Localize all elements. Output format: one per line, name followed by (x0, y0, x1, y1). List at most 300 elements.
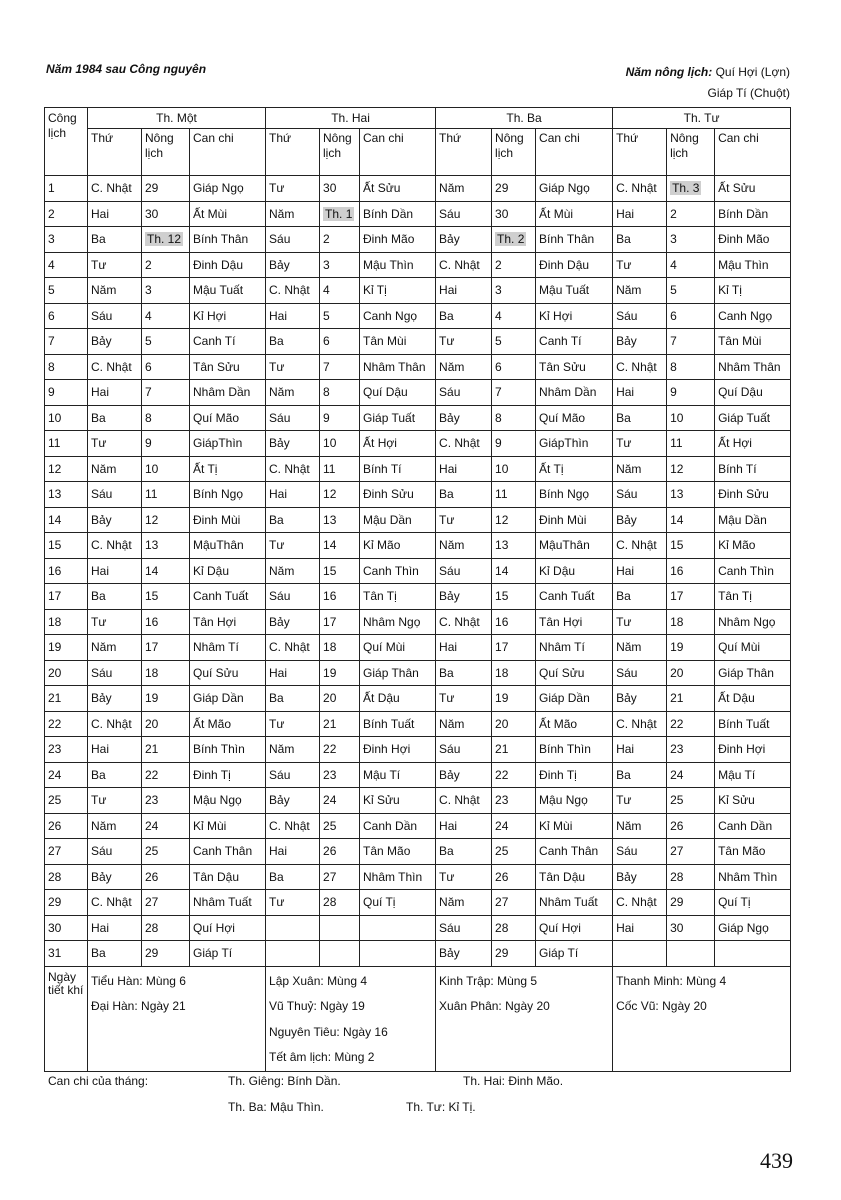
gregorian-day-cell: 5 (45, 278, 88, 304)
weekday-cell: Tư (613, 788, 667, 814)
weekday-cell: Năm (266, 558, 320, 584)
solar-term: Cốc Vũ: Ngày 20 (616, 999, 707, 1013)
can-chi-header: Can chi (715, 129, 791, 176)
can-chi-cell: Quí Mùi (360, 635, 436, 661)
month-can-chi (48, 1074, 808, 1124)
gregorian-day-cell: 14 (45, 507, 88, 533)
lunar-day-cell: 5 (492, 329, 536, 355)
gregorian-day-cell: 25 (45, 788, 88, 814)
lunar-day-cell: 21 (667, 686, 715, 712)
lunar-day-cell: 7 (492, 380, 536, 406)
can-chi-cell: Quí Mão (536, 405, 613, 431)
lunar-day-cell: 29 (492, 941, 536, 967)
weekday-cell: Năm (436, 890, 492, 916)
lunar-day-cell: 24 (667, 762, 715, 788)
weekday-cell: Năm (266, 380, 320, 406)
weekday-cell: Năm (88, 813, 142, 839)
can-chi-cell: Tân Hợi (190, 609, 266, 635)
lunar-day-cell: 27 (142, 890, 190, 916)
can-chi-cell: Ất Hợi (360, 431, 436, 457)
can-chi-cell: Canh Dần (360, 813, 436, 839)
weekday-cell: Sáu (88, 660, 142, 686)
lunar-day-cell: 18 (320, 635, 360, 661)
gregorian-day-cell: 4 (45, 252, 88, 278)
can-chi-cell: Đinh Sửu (715, 482, 791, 508)
weekday-cell: Tư (436, 329, 492, 355)
can-chi-cell: Đinh Hợi (360, 737, 436, 763)
gregorian-day-cell: 8 (45, 354, 88, 380)
lunar-day-cell: 10 (667, 405, 715, 431)
table-row (45, 711, 791, 737)
weekday-header: Thứ (613, 129, 667, 176)
weekday-cell: Tư (613, 252, 667, 278)
lunar-day-cell: 15 (492, 584, 536, 610)
weekday-cell: Ba (613, 762, 667, 788)
lunar-day-cell: 8 (667, 354, 715, 380)
left-title: Năm 1984 sau Công nguyên (46, 62, 207, 76)
can-chi-cell: Quí Tị (360, 890, 436, 916)
can-chi-cell: Bính Thân (536, 227, 613, 253)
can-chi-cell: Bính Ngọ (190, 482, 266, 508)
lunar-day-cell: 9 (320, 405, 360, 431)
can-chi-cell: Nhâm Thân (360, 354, 436, 380)
can-chi-cell: Giáp Dần (190, 686, 266, 712)
can-chi-cell: Quí Mùi (715, 635, 791, 661)
weekday-header: Thứ (266, 129, 320, 176)
lunar-day-cell: 8 (492, 405, 536, 431)
can-chi-cell: Quí Sửu (536, 660, 613, 686)
weekday-cell: Tư (266, 711, 320, 737)
can-chi-cell: Bính Thân (190, 227, 266, 253)
lunar-day-cell: 7 (667, 329, 715, 355)
can-chi-header: Can chi (190, 129, 266, 176)
can-chi-cell: Quí Dậu (360, 380, 436, 406)
lunar-year-label: Năm nông lịch: (625, 65, 713, 79)
weekday-cell: Tư (436, 686, 492, 712)
weekday-cell: Bảy (613, 329, 667, 355)
lunar-day-cell: 28 (667, 864, 715, 890)
lunar-day-cell: 2 (492, 252, 536, 278)
weekday-cell: Hai (88, 380, 142, 406)
can-chi-cell: Kỉ Tị (715, 278, 791, 304)
weekday-cell: Ba (436, 839, 492, 865)
weekday-cell: Hai (436, 635, 492, 661)
can-chi-cell: Nhâm Tí (190, 635, 266, 661)
lunar-day-cell: 20 (142, 711, 190, 737)
lunar-day-cell: 30 (320, 176, 360, 202)
table-row (45, 278, 791, 304)
can-chi-cell: Quí Hợi (190, 915, 266, 941)
solar-term: Lập Xuân: Mùng 4 (269, 973, 368, 988)
weekday-cell: Năm (436, 533, 492, 559)
weekday-cell: Bảy (436, 941, 492, 967)
lunar-day-cell: 8 (320, 380, 360, 406)
lunar-day-cell: 18 (667, 609, 715, 635)
lunar-day-cell: 12 (320, 482, 360, 508)
lunar-day-cell: 13 (492, 533, 536, 559)
weekday-cell: Ba (266, 329, 320, 355)
weekday-cell: Sáu (613, 839, 667, 865)
lunar-day-cell: 17 (142, 635, 190, 661)
lunar-day-cell: 6 (142, 354, 190, 380)
lunar-day-cell: 28 (142, 915, 190, 941)
lunar-day-cell: 27 (667, 839, 715, 865)
table-row (45, 201, 791, 227)
weekday-cell (613, 941, 667, 967)
can-chi-cell: Ất Mão (536, 711, 613, 737)
can-chi-cell: Tân Tị (715, 584, 791, 610)
weekday-cell: C. Nhật (436, 252, 492, 278)
gregorian-day-cell: 30 (45, 915, 88, 941)
lunar-day-cell: 27 (492, 890, 536, 916)
can-chi-cell: Canh Tuất (536, 584, 613, 610)
lunar-day-cell: 19 (667, 635, 715, 661)
can-chi-cell: Bính Thìn (536, 737, 613, 763)
lunar-day-cell: 11 (667, 431, 715, 457)
solar-term: Đại Hàn: Ngày 21 (91, 999, 186, 1013)
weekday-cell: Hai (613, 380, 667, 406)
gregorian-day-cell: 12 (45, 456, 88, 482)
lunar-day-cell: 4 (667, 252, 715, 278)
month-header: Th. Hai (266, 108, 436, 129)
weekday-cell: Ba (613, 227, 667, 253)
can-chi-cell: Nhâm Thân (715, 354, 791, 380)
lunar-day-cell: 18 (492, 660, 536, 686)
can-chi-cell: Đinh Sửu (360, 482, 436, 508)
can-chi-cell: Mậu Tí (360, 762, 436, 788)
can-chi-cell: Quí Sửu (190, 660, 266, 686)
lunar-day-cell: 9 (492, 431, 536, 457)
can-chi-cell: Ất Mùi (536, 201, 613, 227)
can-chi-cell: Ất Dậu (360, 686, 436, 712)
lunar-year-value-2: Giáp Tí (Chuột) (707, 86, 790, 100)
month-can-chi-item: Th. Ba: Mậu Thìn. (228, 1100, 324, 1114)
weekday-cell: Hai (266, 303, 320, 329)
table-row (45, 482, 791, 508)
lunar-day-cell: 7 (142, 380, 190, 406)
lunar-day-cell: 6 (492, 354, 536, 380)
weekday-cell: Bảy (436, 762, 492, 788)
weekday-cell: C. Nhật (266, 813, 320, 839)
lunar-day-cell: 22 (492, 762, 536, 788)
can-chi-cell: Giáp Thân (715, 660, 791, 686)
lunar-day-cell: 4 (492, 303, 536, 329)
lunar-day-cell: 15 (142, 584, 190, 610)
lunar-day-cell: 14 (667, 507, 715, 533)
lunar-day-cell: 15 (667, 533, 715, 559)
weekday-cell: Ba (88, 584, 142, 610)
can-chi-cell: Ất Sửu (715, 176, 791, 202)
can-chi-cell: Giáp Ngọ (715, 915, 791, 941)
can-chi-cell: Tân Mão (715, 839, 791, 865)
gregorian-day-cell: 11 (45, 431, 88, 457)
weekday-cell: Tư (88, 788, 142, 814)
weekday-cell: Năm (613, 278, 667, 304)
weekday-cell: Hai (613, 737, 667, 763)
lunar-day-cell: 3 (142, 278, 190, 304)
can-chi-cell: Canh Ngọ (360, 303, 436, 329)
lunar-day-cell: 16 (492, 609, 536, 635)
lunar-day-cell (320, 915, 360, 941)
month-can-chi-item: Th. Hai: Đinh Mão. (463, 1074, 564, 1088)
lunar-day-cell: 22 (320, 737, 360, 763)
weekday-cell: Sáu (436, 737, 492, 763)
can-chi-cell: Nhâm Dần (190, 380, 266, 406)
can-chi-cell: MậuThân (536, 533, 613, 559)
weekday-cell: Năm (436, 354, 492, 380)
weekday-cell: Hai (436, 456, 492, 482)
table-row (45, 686, 791, 712)
lunar-day-cell (320, 941, 360, 967)
gregorian-day-cell: 1 (45, 176, 88, 202)
lunar-day-cell: 4 (142, 303, 190, 329)
lunar-day-cell: 29 (142, 941, 190, 967)
weekday-cell: C. Nhật (266, 635, 320, 661)
solar-term: Xuân Phân: Ngày 20 (439, 999, 550, 1013)
lunar-day-cell: 2 (142, 252, 190, 278)
lunar-day-cell: 12 (492, 507, 536, 533)
gregorian-day-cell: 22 (45, 711, 88, 737)
lunar-day-cell: 10 (142, 456, 190, 482)
can-chi-cell: Kỉ Hợi (536, 303, 613, 329)
can-chi-cell: Đinh Mùi (190, 507, 266, 533)
solar-term: Tiểu Hàn: Mùng 6 (91, 973, 186, 988)
can-chi-cell: Tân Tị (360, 584, 436, 610)
lunar-day-cell: 26 (492, 864, 536, 890)
weekday-cell (266, 915, 320, 941)
weekday-cell: Ba (436, 303, 492, 329)
can-chi-cell: GiápThìn (190, 431, 266, 457)
table-row (45, 762, 791, 788)
weekday-cell: Năm (266, 201, 320, 227)
weekday-cell: Hai (88, 201, 142, 227)
gregorian-day-cell: 28 (45, 864, 88, 890)
table-row (45, 813, 791, 839)
lunar-day-cell (667, 941, 715, 967)
lunar-day-cell: 17 (320, 609, 360, 635)
gregorian-column-header: Công lịch (45, 108, 88, 176)
solar-terms-month-1 (88, 966, 266, 1071)
can-chi-cell: Mậu Dần (360, 507, 436, 533)
weekday-cell: Hai (436, 813, 492, 839)
lunar-day-cell: 20 (320, 686, 360, 712)
weekday-cell: C. Nhật (436, 431, 492, 457)
can-chi-cell: Đinh Mão (360, 227, 436, 253)
can-chi-cell: Canh Tuất (190, 584, 266, 610)
lunar-day-cell: 20 (492, 711, 536, 737)
gregorian-day-cell: 15 (45, 533, 88, 559)
month-header-row (45, 108, 791, 129)
lunar-day-cell: 5 (142, 329, 190, 355)
lunar-day-cell: 4 (320, 278, 360, 304)
calendar-table (44, 107, 791, 1072)
lunar-day-cell: 18 (142, 660, 190, 686)
can-chi-cell: Nhâm Tuất (190, 890, 266, 916)
weekday-cell: Năm (613, 635, 667, 661)
weekday-cell: Hai (436, 278, 492, 304)
gregorian-day-cell: 19 (45, 635, 88, 661)
table-row (45, 329, 791, 355)
lunar-day-cell: 14 (142, 558, 190, 584)
table-row (45, 737, 791, 763)
weekday-cell: Bảy (88, 686, 142, 712)
table-row (45, 354, 791, 380)
lunar-header: Nông lịch (667, 129, 715, 176)
can-chi-cell: Canh Thìn (360, 558, 436, 584)
lunar-day-cell: 8 (142, 405, 190, 431)
lunar-day-cell: 12 (667, 456, 715, 482)
can-chi-cell: Ất Tị (190, 456, 266, 482)
weekday-cell: C. Nhật (613, 711, 667, 737)
lunar-day-cell: 17 (667, 584, 715, 610)
can-chi-cell: Nhâm Ngọ (715, 609, 791, 635)
lunar-day-cell (142, 227, 190, 253)
weekday-cell: Ba (436, 482, 492, 508)
can-chi-cell: Nhâm Ngọ (360, 609, 436, 635)
lunar-day-cell: 5 (320, 303, 360, 329)
lunar-day-cell: 11 (142, 482, 190, 508)
weekday-cell: Sáu (436, 380, 492, 406)
can-chi-cell: Tân Sửu (536, 354, 613, 380)
can-chi-cell: Mậu Tuất (190, 278, 266, 304)
can-chi-cell: Nhâm Dần (536, 380, 613, 406)
can-chi-cell: Ất Mùi (190, 201, 266, 227)
can-chi-cell (715, 941, 791, 967)
table-row (45, 890, 791, 916)
can-chi-cell: Kỉ Tị (360, 278, 436, 304)
weekday-cell: C. Nhật (436, 609, 492, 635)
can-chi-cell: MậuThân (190, 533, 266, 559)
can-chi-cell: Bính Dần (715, 201, 791, 227)
can-chi-cell: Mậu Thìn (715, 252, 791, 278)
lunar-day-cell: 25 (667, 788, 715, 814)
page-number: 439 (760, 1148, 793, 1173)
weekday-cell: Bảy (266, 252, 320, 278)
weekday-cell: C. Nhật (88, 711, 142, 737)
lunar-day-cell: 19 (492, 686, 536, 712)
weekday-cell: Ba (436, 660, 492, 686)
lunar-day-cell: 17 (492, 635, 536, 661)
weekday-cell: Hai (266, 839, 320, 865)
can-chi-cell: Kỉ Dậu (190, 558, 266, 584)
weekday-cell: Sáu (436, 915, 492, 941)
lunar-day-cell: 19 (142, 686, 190, 712)
gregorian-day-cell: 26 (45, 813, 88, 839)
lunar-day-cell: 27 (320, 864, 360, 890)
weekday-cell: Tư (613, 431, 667, 457)
lunar-day-cell: 14 (320, 533, 360, 559)
month-header: Th. Một (88, 108, 266, 129)
gregorian-day-cell: 9 (45, 380, 88, 406)
weekday-cell: Tư (266, 176, 320, 202)
gregorian-day-cell: 17 (45, 584, 88, 610)
lunar-day-cell: 24 (142, 813, 190, 839)
can-chi-cell: Ất Tị (536, 456, 613, 482)
weekday-cell: Bảy (613, 507, 667, 533)
can-chi-cell: Đinh Tị (190, 762, 266, 788)
weekday-cell: C. Nhật (613, 890, 667, 916)
can-chi-cell: Kỉ Mão (360, 533, 436, 559)
lunar-day-cell: 2 (320, 227, 360, 253)
can-chi-cell: Kỉ Mão (715, 533, 791, 559)
lunar-day-cell: 24 (320, 788, 360, 814)
lunar-day-cell: 11 (492, 482, 536, 508)
can-chi-cell: Canh Thân (536, 839, 613, 865)
lunar-day-cell: 30 (667, 915, 715, 941)
table-row (45, 635, 791, 661)
can-chi-cell: Đinh Mão (715, 227, 791, 253)
lunar-year-info (626, 62, 790, 104)
can-chi-cell: Nhâm Thìn (715, 864, 791, 890)
lunar-day-cell (320, 201, 360, 227)
lunar-day-cell: 13 (667, 482, 715, 508)
can-chi-cell: Giáp Thân (360, 660, 436, 686)
lunar-day-cell: 9 (142, 431, 190, 457)
weekday-cell: Bảy (613, 864, 667, 890)
lunar-day-cell: 23 (320, 762, 360, 788)
month-can-chi-item: Th. Tư: Kỉ Tị. (406, 1100, 476, 1114)
lunar-day-cell: 10 (320, 431, 360, 457)
can-chi-cell: Kỉ Sửu (715, 788, 791, 814)
table-row (45, 507, 791, 533)
lunar-day-cell (492, 227, 536, 253)
can-chi-cell: Quí Hợi (536, 915, 613, 941)
weekday-cell: Sáu (266, 584, 320, 610)
weekday-cell: Sáu (613, 303, 667, 329)
lunar-day-cell: 30 (492, 201, 536, 227)
can-chi-cell: Ất Dậu (715, 686, 791, 712)
weekday-cell: Ba (88, 941, 142, 967)
weekday-cell: Tư (266, 890, 320, 916)
weekday-cell: Tư (266, 354, 320, 380)
table-row (45, 864, 791, 890)
weekday-cell (266, 941, 320, 967)
weekday-cell: Ba (88, 227, 142, 253)
can-chi-cell: Kỉ Sửu (360, 788, 436, 814)
lunar-day-cell: 3 (492, 278, 536, 304)
weekday-cell: Sáu (88, 839, 142, 865)
can-chi-cell: Giáp Ngọ (190, 176, 266, 202)
solar-terms-month-4 (613, 966, 791, 1071)
gregorian-day-cell: 3 (45, 227, 88, 253)
gregorian-day-cell: 24 (45, 762, 88, 788)
can-chi-cell: Đinh Hợi (715, 737, 791, 763)
can-chi-cell (360, 915, 436, 941)
can-chi-cell: Giáp Tí (190, 941, 266, 967)
month-can-chi-item: Th. Giêng: Bính Dần. (228, 1074, 341, 1088)
weekday-cell: Hai (266, 482, 320, 508)
weekday-cell: Tư (88, 609, 142, 635)
solar-term: Kinh Trập: Mùng 5 (439, 973, 538, 988)
gregorian-day-cell: 21 (45, 686, 88, 712)
lunar-day-cell: 13 (142, 533, 190, 559)
weekday-cell: C. Nhật (88, 890, 142, 916)
can-chi-cell: Mậu Tí (715, 762, 791, 788)
table-row (45, 788, 791, 814)
can-chi-cell: Canh Dần (715, 813, 791, 839)
table-row (45, 915, 791, 941)
table-row (45, 303, 791, 329)
weekday-cell: Năm (88, 635, 142, 661)
lunar-day-cell: 28 (492, 915, 536, 941)
can-chi-cell: Kỉ Mùi (536, 813, 613, 839)
lunar-day-cell: 29 (142, 176, 190, 202)
can-chi-cell: Mậu Ngọ (536, 788, 613, 814)
weekday-cell: C. Nhật (613, 176, 667, 202)
lunar-day-cell: 22 (142, 762, 190, 788)
weekday-cell: Ba (266, 686, 320, 712)
can-chi-cell: Tân Sửu (190, 354, 266, 380)
